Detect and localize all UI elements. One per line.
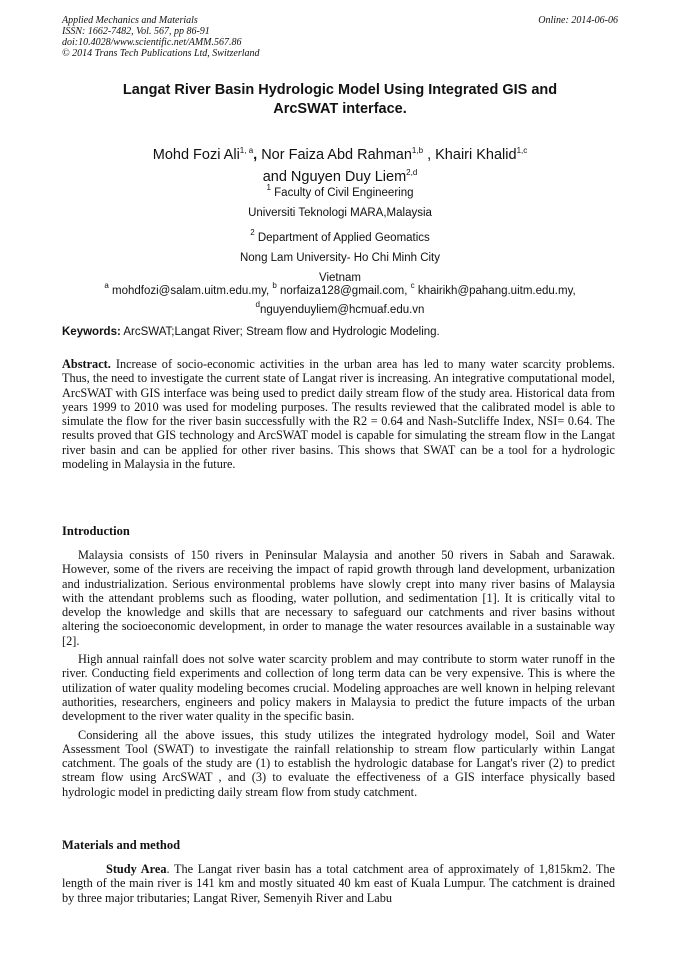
journal-header (62, 15, 618, 59)
email-d-sup: d (255, 300, 260, 309)
author-4-sup: 2,d (406, 168, 418, 177)
introduction-heading: Introduction (62, 524, 130, 538)
journal-name: Applied Mechanics and Materials (62, 15, 198, 26)
intro-paragraph-1: Malaysia consists of 150 rivers in Peninsular Malaysia and another 50 rivers in Sabah and Sarawak. However, some of the rivers are receiving the impact of rapid growth through land development, urbanization and industrialization. Serious environmental problems have slowly crept into many river basins of Malaysia with the attendant problems such as flooding, water pollution, and sedimentation [1]. It is critically vital to develop the knowledge and skills that are necessary to safeguard our catchments and river basins without altering the socioeconomic development, in order to manage the water resources available in a sustainable way [2]. (62, 548, 615, 648)
title-line-2: ArcSWAT interface. (273, 101, 407, 117)
email-a-sup: a (104, 281, 109, 290)
affil-2-department: Department of Applied Geomatics (257, 232, 430, 244)
online-date: Online: 2014-06-06 (538, 15, 618, 26)
abstract-text: Increase of socio-economic activities in the urban area has led to many water scarcity problems. Thus, the need to investigate the current state of Langat river is increasing. An integrative computational model, ArcSWAT with GIS interface was being used to predict daily stream flow of the study area. Historical data from years 1999 to 2010 was used for modeling purposes. The results reviewed that the calibrated model is able to simulate the flow for the river basin successfully with the R2 = 0.64 and Nash-Sutcliffe Index, NSI= 0.64. The results proved that GIS technology and ArcSWAT model is capable for simulating the stream flow in the Langat river basin and can be applied for other river basins. This shows that SWAT can be a tool for a hydrologic modeling in Malaysia in the future. (62, 357, 615, 472)
introduction-body (62, 548, 615, 803)
doi-line: doi:10.4028/www.scientific.net/AMM.567.86 (62, 37, 242, 48)
author-conjunction: and (262, 169, 287, 185)
study-area-label: Study Area (106, 862, 167, 876)
methods-body (62, 862, 615, 909)
abstract-label: Abstract. (62, 357, 111, 371)
email-b[interactable]: norfaiza128@gmail.com, (280, 285, 408, 297)
keywords (62, 325, 618, 339)
email-c-sup: c (410, 281, 415, 290)
copyright-line: © 2014 Trans Tech Publications Ltd, Switzerland (62, 48, 260, 59)
affil-2-university: Nong Lam University- Ho Chi Minh City (239, 252, 441, 264)
author-2: Nor Faiza Abd Rahman (261, 147, 412, 163)
author-1-sup: 1, a (239, 146, 254, 155)
author-4: Nguyen Duy Liem (290, 169, 407, 185)
affil-2-country: Vietnam (319, 272, 361, 284)
title-line-1: Langat River Basin Hydrologic Model Using Integrated GIS and (122, 82, 558, 98)
email-b-sup: b (272, 281, 277, 290)
issn-line: ISSN: 1662-7482, Vol. 567, pp 86-91 (62, 26, 210, 37)
affil-1-university: Universiti Teknologi MARA,Malaysia (248, 207, 432, 219)
intro-paragraph-3: Considering all the above issues, this study utilizes the integrated hydrology model, Soil and Water Assessment Tool (SWAT) to investigate the rainfall relationship to stream flow particularly within Langat catchment. The goals of the study are (1) to establish the hydrologic database for Langat's river (2) to predict stream flow using ArcSWAT , and (3) to evaluate the effectiveness of a GIS interface physically based hydrologic model in predicting daily stream flow from study catchment. (62, 727, 615, 799)
paper-title (62, 81, 618, 119)
abstract (62, 357, 615, 471)
affil-1-sup: 1 (266, 183, 271, 192)
affiliations (62, 178, 618, 288)
keywords-text: ArcSWAT;Langat River; Stream flow and Hydrologic Modeling. (123, 326, 440, 338)
methods-heading: Materials and method (62, 838, 181, 852)
author-2-sup: 1,b (411, 146, 424, 155)
study-area-text: . The Langat river basin has a total catchment area of approximately of 1,815km2. The length of the main river is 141 km and mostly situated 40 km east of Kuala Lumpur. The catchment is drained by three major tributaries; Langat River, Semenyih River and Labu (62, 862, 615, 905)
email-a[interactable]: mohdfozi@salam.uitm.edu.my, (111, 285, 270, 297)
email-list (62, 279, 618, 317)
intro-paragraph-2: High annual rainfall does not solve water scarcity problem and may contribute to storm water runoff in the river. Conducting field experiments and collection of long term data can be very expensive. This is where the utilization of water quality modeling becomes crucial. Modeling approaches are well known in helping relevant authorities, researchers, engineers and policy makers in Malaysia to predict the future impacts of the urban development to the river water quality in the specific basin. (62, 652, 615, 724)
author-list: Mohd Fozi Ali$^{1, a}$, Nor Faiza Abd Rahman$^{1,b}$ , Khairi Khalid$^{1,c}$ and Nguyen Duy Liem$^{2,d}$ (152, 146, 528, 185)
keywords-label: Keywords: (62, 326, 121, 338)
email-c[interactable]: khairikh@pahang.uitm.edu.my, (417, 285, 576, 297)
author-3-sup: 1,c (516, 146, 528, 155)
affil-2-sup: 2 (250, 228, 255, 237)
email-d[interactable]: nguyenduyliem@hcmuaf.edu.vn (259, 304, 425, 316)
author-1: Mohd Fozi Ali (152, 147, 240, 163)
study-area-paragraph (62, 862, 615, 905)
affil-1-faculty: Faculty of Civil Engineering (274, 187, 414, 199)
author-3: Khairi Khalid (435, 147, 517, 163)
